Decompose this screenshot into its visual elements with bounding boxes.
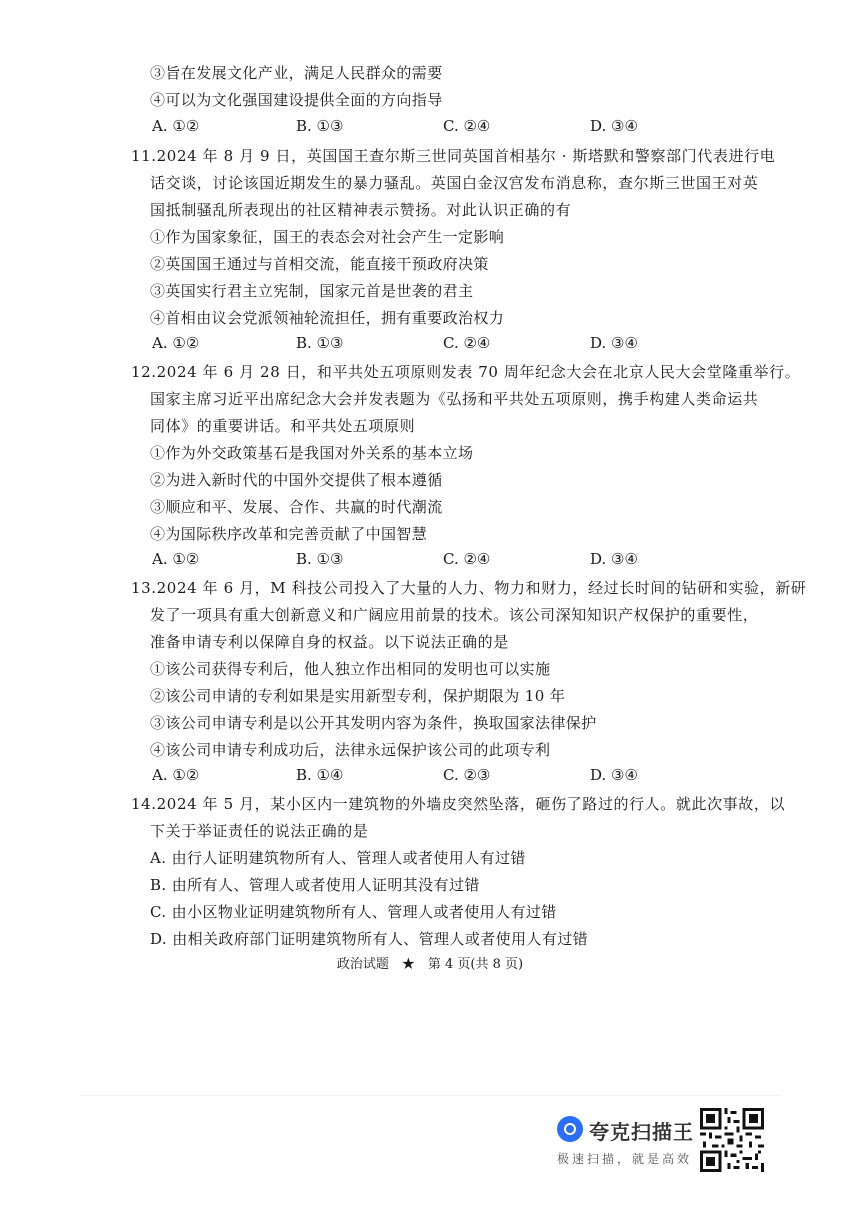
- q14-choice-d: D. 由相关政府部门证明建筑物所有人、管理人或者使用人有过错: [150, 930, 589, 948]
- q12-statement-2: ②为进入新时代的中国外交提供了根本遵循: [150, 471, 443, 489]
- q12-option-d: D. ③④: [590, 550, 638, 568]
- q10-statement-3: ③旨在发展文化产业，满足人民群众的需要: [150, 64, 443, 82]
- q13-statement-4: ④该公司申请专利成功后，法律永远保护该公司的此项专利: [150, 741, 551, 759]
- q13-stem-line-1: 13.2024 年 6 月，M 科技公司投入了大量的人力、物力和财力，经过长时间的钻研和实验，新研: [131, 579, 807, 597]
- q12-stem-line-3: 同体》的重要讲话。和平共处五项原则: [150, 417, 416, 435]
- q11-stem-line-1: 11.2024 年 8 月 9 日，英国国王查尔斯三世同英国首相基尔 · 斯塔默和警察部门代表进行电: [131, 147, 776, 165]
- q11-statement-4: ④首相由议会党派领袖轮流担任，拥有重要政治权力: [150, 309, 505, 327]
- q12-stem-line-2: 国家主席习近平出席纪念大会并发表题为《弘扬和平共处五项原则，携手构建人类命运共: [150, 390, 759, 408]
- q11-statement-3: ③英国实行君主立宪制，国家元首是世袭的君主: [150, 282, 474, 300]
- q13-option-c: C. ②③: [443, 766, 491, 784]
- q14-choice-a: A. 由行人证明建筑物所有人、管理人或者使用人有过错: [150, 849, 526, 867]
- q11-option-a: A. ①②: [152, 334, 200, 352]
- q12-statement-4: ④为国际秩序改革和完善贡献了中国智慧: [150, 525, 428, 543]
- q13-statement-2: ②该公司申请的专利如果是实用新型专利，保护期限为 10 年: [150, 687, 566, 705]
- q12-statement-1: ①作为外交政策基石是我国对外关系的基本立场: [150, 444, 474, 462]
- q12-option-c: C. ②④: [443, 550, 491, 568]
- q12-stem-line-1: 12.2024 年 6 月 28 日，和平共处五项原则发表 70 周年纪念大会在北京人民大会堂隆重举行。: [131, 363, 801, 381]
- q13-stem-line-3: 准备申请专利以保障自身的权益。以下说法正确的是: [150, 633, 509, 651]
- q13-statement-1: ①该公司获得专利后，他人独立作出相同的发明也可以实施: [150, 660, 551, 678]
- page-footer: 政治试题 ★ 第 4 页(共 8 页): [336, 957, 524, 972]
- q14-stem-line-2: 下关于举证责任的说法正确的是: [150, 822, 369, 840]
- q11-option-b: B. ①③: [296, 334, 344, 352]
- q13-statement-3: ③该公司申请专利是以公开其发明内容为条件，换取国家法律保护: [150, 714, 597, 732]
- quark-logo-icon: [557, 1116, 583, 1142]
- q14-choice-b: B. 由所有人、管理人或者使用人证明其没有过错: [150, 876, 480, 894]
- q13-option-b: B. ①④: [296, 766, 344, 784]
- q10-option-d: D. ③④: [590, 117, 638, 135]
- brand-name: 夸克扫描王: [589, 1120, 694, 1144]
- q11-stem-line-3: 国抵制骚乱所表现出的社区精神表示赞扬。对此认识正确的有: [150, 201, 572, 219]
- q13-option-d: D. ③④: [590, 766, 638, 784]
- q11-option-c: C. ②④: [443, 334, 491, 352]
- q12-option-a: A. ①②: [152, 550, 200, 568]
- q10-option-a: A. ①②: [152, 117, 200, 135]
- q11-stem-line-2: 话交谈，讨论该国近期发生的暴力骚乱。英国白金汉宫发布消息称，查尔斯三世国王对英: [150, 174, 759, 192]
- q13-stem-line-2: 发了一项具有重大创新意义和广阔应用前景的技术。该公司深知知识产权保护的重要性，: [150, 606, 759, 624]
- q14-stem-line-1: 14.2024 年 5 月，某小区内一建筑物的外墙皮突然坠落，砸伤了路过的行人。就此次事故，以: [131, 795, 786, 813]
- q13-option-a: A. ①②: [152, 766, 200, 784]
- q10-statement-4: ④可以为文化强国建设提供全面的方向指导: [150, 91, 443, 109]
- q10-option-c: C. ②④: [443, 117, 491, 135]
- q11-option-d: D. ③④: [590, 334, 638, 352]
- q12-statement-3: ③顺应和平、发展、合作、共赢的时代潮流: [150, 498, 443, 516]
- q11-statement-1: ①作为国家象征，国王的表态会对社会产生一定影响: [150, 228, 505, 246]
- q14-choice-c: C. 由小区物业证明建筑物所有人、管理人或者使用人有过错: [150, 903, 557, 921]
- brand-slogan: 极速扫描，就是高效: [557, 1152, 693, 1166]
- q12-option-b: B. ①③: [296, 550, 344, 568]
- q11-statement-2: ②英国国王通过与首相交流，能直接干预政府决策: [150, 255, 489, 273]
- divider: [80, 1095, 780, 1096]
- q10-option-b: B. ①③: [296, 117, 344, 135]
- qr-code-icon: [700, 1108, 764, 1172]
